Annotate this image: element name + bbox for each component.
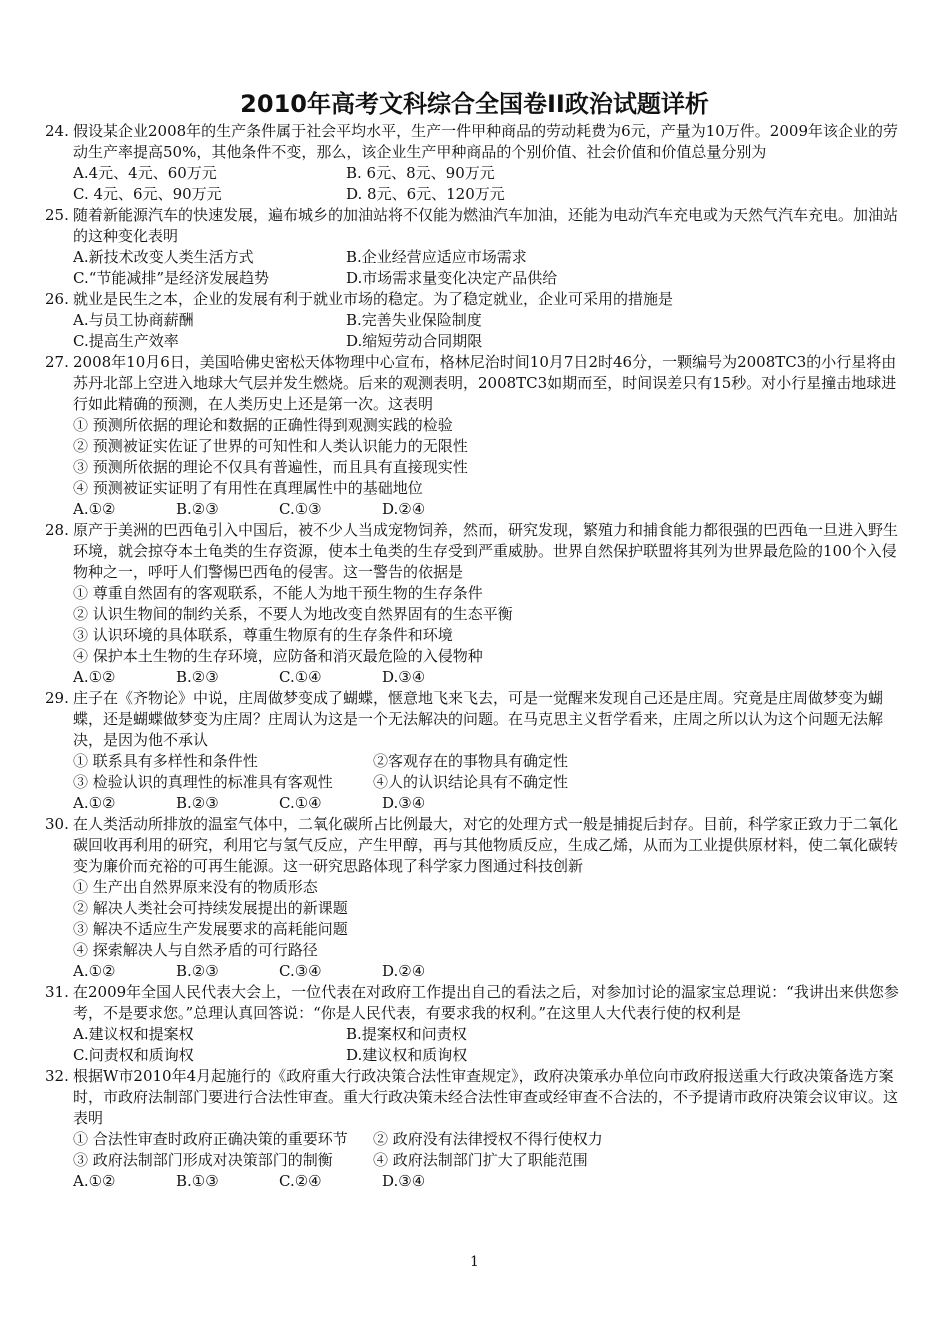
option-d: D.③④ [382, 794, 426, 812]
option-c: C.①④ [279, 794, 322, 812]
question-27 [45, 352, 907, 520]
question-number: 31. [45, 983, 69, 1001]
question-31 [45, 982, 907, 1066]
question-number: 24. [45, 122, 69, 140]
statement-1: ① 生产出自然界原来没有的物质形态 [73, 878, 318, 896]
page-number: 1 [470, 1254, 479, 1270]
question-stem: 2008年10月6日，美国哈佛史密松天体物理中心宣布，格林尼治时间10月7日2时46分，一颗编号为2008TC3的小行星将由苏丹北部上空进入地球大气层并发生燃烧。后来的观测表明，2008TC3如期而至，时间误差只有15秒。对小行星撞击地球进行如此精确的预测，在人类历史上还是第一次。这表明 [73, 353, 897, 413]
options-row [45, 793, 907, 814]
statement-4: ④人的认识结论具有不确定性 [373, 773, 569, 791]
question-number: 29. [45, 689, 69, 707]
options-row [45, 1171, 907, 1192]
option-a: A.新技术改变人类生活方式 [73, 248, 254, 266]
options-row [45, 1024, 907, 1045]
option-c: C.“节能减排”是经济发展趋势 [73, 269, 270, 287]
option-d: D.建议权和质询权 [346, 1046, 468, 1064]
question-29 [45, 688, 907, 814]
option-c: C.①④ [279, 668, 322, 686]
option-d: D. 8元、6元、120万元 [346, 185, 505, 203]
statements-row [45, 772, 907, 793]
question-30 [45, 814, 907, 982]
statement-4: ④ 预测被证实证明了有用性在真理属性中的基础地位 [73, 479, 423, 497]
option-d: D.市场需求量变化决定产品供给 [346, 269, 558, 287]
options-row [45, 1045, 907, 1066]
question-number: 30. [45, 815, 69, 833]
options-row [45, 499, 907, 520]
option-b: B.①③ [176, 1172, 219, 1190]
option-b: B.企业经营应适应市场需求 [346, 248, 527, 266]
question-number: 28. [45, 521, 69, 539]
page-title: 2010年高考文科综合全国卷II政治试题详析 [240, 90, 709, 118]
option-d: D.③④ [382, 1172, 426, 1190]
statements-row [45, 751, 907, 772]
options-row [45, 184, 907, 205]
option-b: B. 6元、8元、90万元 [346, 164, 495, 182]
question-list [45, 121, 907, 1192]
statements-row [45, 1129, 907, 1150]
options-row [45, 163, 907, 184]
option-a: A.①② [73, 1172, 116, 1190]
question-28 [45, 520, 907, 688]
question-number: 27. [45, 353, 69, 371]
question-24 [45, 121, 907, 205]
option-a: A.①② [73, 962, 116, 980]
option-c: C.②④ [279, 1172, 322, 1190]
statement-2: ② 解决人类社会可持续发展提出的新课题 [73, 899, 348, 917]
options-row [45, 667, 907, 688]
options-row [45, 310, 907, 331]
option-d: D.③④ [382, 668, 426, 686]
options-row [45, 331, 907, 352]
statement-3: ③ 预测所依据的理论不仅具有普遍性，而且具有直接现实性 [73, 458, 468, 476]
question-number: 32. [45, 1067, 69, 1085]
question-stem: 根据W市2010年4月起施行的《政府重大行政决策合法性审查规定》，政府决策承办单位向市政府报送重大行政决策备选方案时，市政府法制部门要进行合法性审查。重大行政决策未经合法性审查或经审查不合法的，不予提请市政府决策会议审议。这表明 [73, 1067, 899, 1127]
question-number: 25. [45, 206, 69, 224]
option-d: D.缩短劳动合同期限 [346, 332, 483, 350]
question-stem: 庄子在《齐物论》中说，庄周做梦变成了蝴蝶，惬意地飞来飞去，可是一觉醒来发现自己还是庄周。究竟是庄周做梦变为蝴蝶，还是蝴蝶做梦变为庄周？庄周认为这是一个无法解决的问题。在马克思主义哲学看来，庄周之所以认为这个问题无法解决，是因为他不承认 [73, 689, 884, 749]
option-c: C.问责权和质询权 [73, 1046, 194, 1064]
question-stem: 在人类活动所排放的温室气体中，二氧化碳所占比例最大，对它的处理方式一般是捕捉后封存。目前，科学家正致力于二氧化碳回收再利用的研究，利用它与氢气反应，产生甲醇，再与其他物质反应，生成乙烯，从而为工业提供原材料，使二氧化碳转变为廉价而充裕的可再生能源。这一研究思路体现了科学家力图通过科技创新 [73, 815, 899, 875]
question-stem: 在2009年全国人民代表大会上，一位代表在对政府工作提出自己的看法之后，对参加讨论的温家宝总理说：“我讲出来供您参考，不是要求您。”总理认真回答说：“你是人民代表，有要求我的权利。”在这里人大代表行使的权利是 [73, 983, 899, 1022]
option-c: C.③④ [279, 962, 322, 980]
question-25 [45, 205, 907, 289]
question-26 [45, 289, 907, 352]
option-b: B.完善失业保险制度 [346, 311, 482, 329]
question-32 [45, 1066, 907, 1192]
question-stem: 随着新能源汽车的快速发展，遍布城乡的加油站将不仅能为燃油汽车加油，还能为电动汽车充电或为天然气汽车充电。加油站的这种变化表明 [73, 206, 899, 245]
statement-3: ③ 解决不适应生产发展要求的高耗能问题 [73, 920, 348, 938]
question-stem: 原产于美洲的巴西龟引入中国后，被不少人当成宠物饲养，然而，研究发现，繁殖力和捕食能力都很强的巴西龟一旦进入野生环境，就会掠夺本土龟类的生存资源，使本土龟类的生存受到严重威胁。世界自然保护联盟将其列为世界最危险的100个入侵物种之一，呼吁人们警惕巴西龟的侵害。这一警告的依据是 [73, 521, 899, 581]
option-a: A.①② [73, 500, 116, 518]
statements-row [45, 1150, 907, 1171]
statement-2: ②客观存在的事物具有确定性 [373, 752, 569, 770]
statement-4: ④ 政府法制部门扩大了职能范围 [373, 1151, 588, 1169]
option-a: A.4元、4元、60万元 [73, 164, 217, 182]
options-row [45, 247, 907, 268]
option-b: B.②③ [176, 794, 219, 812]
statement-1: ① 联系具有多样性和条件性 [73, 752, 258, 770]
option-b: B.提案权和问责权 [346, 1025, 467, 1043]
statement-3: ③ 政府法制部门形成对决策部门的制衡 [73, 1151, 333, 1169]
option-b: B.②③ [176, 500, 219, 518]
statement-2: ② 政府没有法律授权不得行使权力 [373, 1130, 603, 1148]
question-stem: 就业是民生之本，企业的发展有利于就业市场的稳定。为了稳定就业，企业可采用的措施是 [73, 290, 674, 308]
option-a: A.①② [73, 668, 116, 686]
statement-3: ③ 认识环境的具体联系，尊重生物原有的生存条件和环境 [73, 626, 453, 644]
option-a: A.①② [73, 794, 116, 812]
question-number: 26. [45, 290, 69, 308]
options-row [45, 961, 907, 982]
statement-4: ④ 保护本土生物的生存环境，应防备和消灭最危险的入侵物种 [73, 647, 483, 665]
statement-1: ① 合法性审查时政府正确决策的重要环节 [73, 1130, 348, 1148]
statement-2: ② 认识生物间的制约关系，不要人为地改变自然界固有的生态平衡 [73, 605, 513, 623]
option-a: A.与员工协商薪酬 [73, 311, 194, 329]
option-c: C.提高生产效率 [73, 332, 179, 350]
statement-1: ① 预测所依据的理论和数据的正确性得到观测实践的检验 [73, 416, 453, 434]
statement-2: ② 预测被证实佐证了世界的可知性和人类认识能力的无限性 [73, 437, 468, 455]
question-stem: 假设某企业2008年的生产条件属于社会平均水平，生产一件甲种商品的劳动耗费为6元，产量为10万件。2009年该企业的劳动生产率提高50%，其他条件不变，那么，该企业生产甲种商品的个别价值、社会价值和价值总量分别为 [73, 122, 898, 161]
option-d: D.②④ [382, 962, 426, 980]
statement-4: ④ 探索解决人与自然矛盾的可行路径 [73, 941, 318, 959]
option-d: D.②④ [382, 500, 426, 518]
statement-3: ③ 检验认识的真理性的标准具有客观性 [73, 773, 333, 791]
statement-1: ① 尊重自然固有的客观联系，不能人为地干预生物的生存条件 [73, 584, 483, 602]
options-row [45, 268, 907, 289]
option-a: A.建议权和提案权 [73, 1025, 194, 1043]
option-b: B.②③ [176, 668, 219, 686]
option-c: C.①③ [279, 500, 322, 518]
option-c: C. 4元、6元、90万元 [73, 185, 222, 203]
option-b: B.②③ [176, 962, 219, 980]
